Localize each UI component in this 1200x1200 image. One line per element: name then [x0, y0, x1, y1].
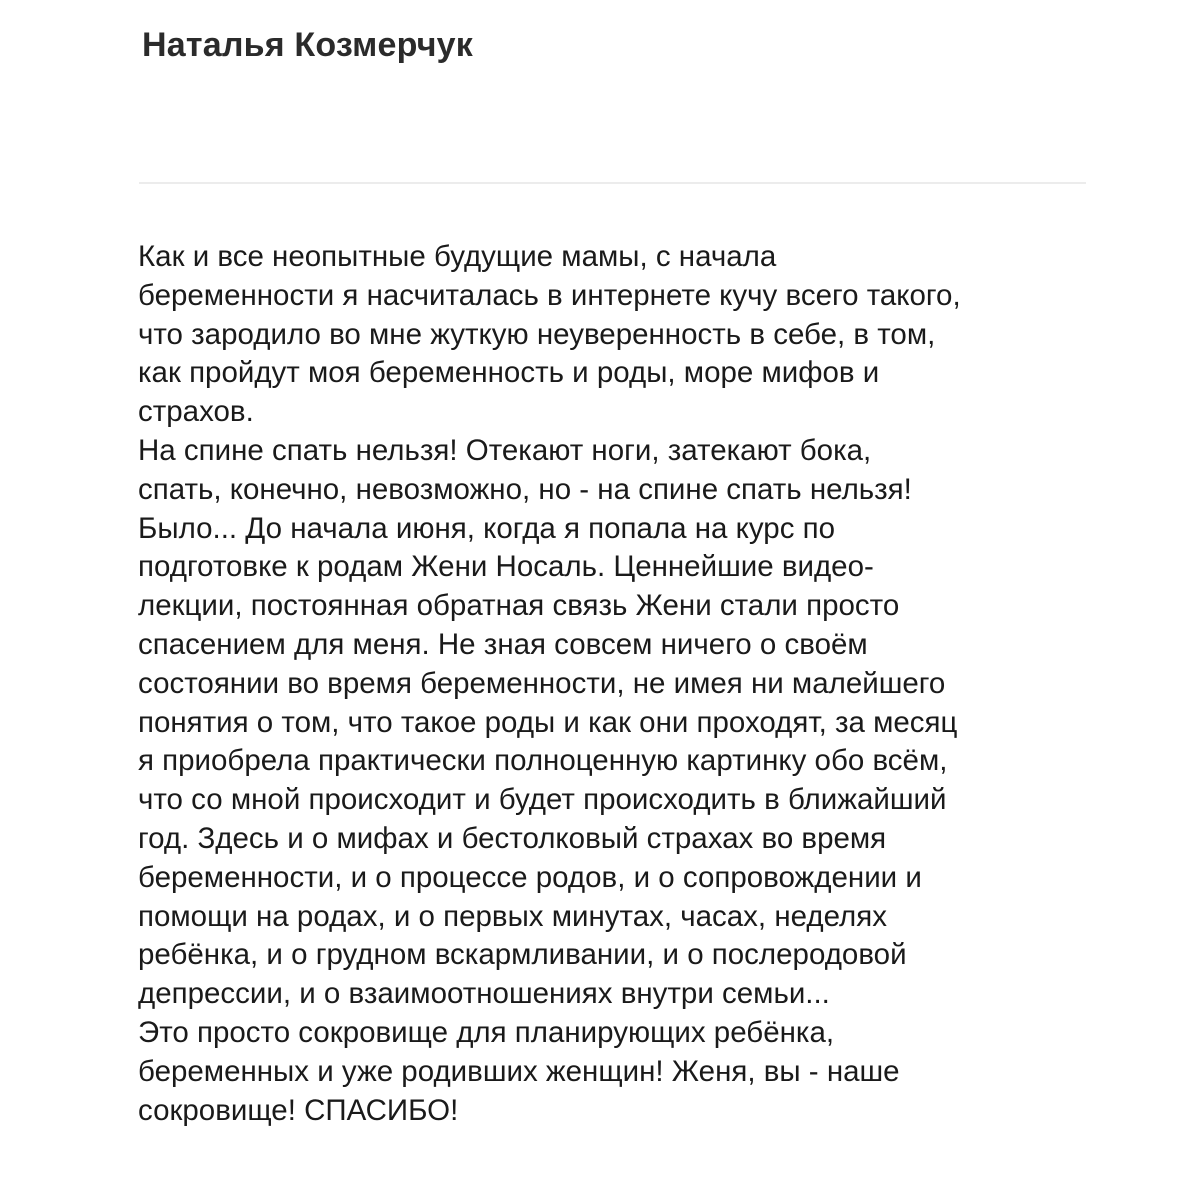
- review-line: помощи на родах, и о первых минутах, часах, неделях: [138, 899, 887, 933]
- review-line: я приобрела практически полноценную картинку обо всём,: [138, 744, 948, 778]
- review-line: лекции, постоянная обратная связь Жени стали просто: [138, 589, 900, 623]
- review-line: год. Здесь и о мифах и бестолковый страхах во время: [138, 821, 887, 855]
- review-line: подготовке к родам Жени Носаль. Ценнейшие видео-: [138, 550, 874, 584]
- review-line: состоянии во время беременности, не имея ни малейшего: [138, 666, 946, 700]
- review-line: На спине спать нельзя! Отекают ноги, затекают бока,: [138, 433, 872, 467]
- divider: [139, 182, 1086, 184]
- review-line: беременности я насчиталась в интернете кучу всего такого,: [138, 278, 961, 312]
- review-line: беременности, и о процессе родов, и о сопровождении и: [138, 860, 922, 894]
- author-name: Наталья Козмерчук: [142, 26, 473, 64]
- review-line: ребёнка, и о грудном вскармливании, и о послеродовой: [138, 938, 907, 972]
- review-line: спасением для меня. Не зная совсем ничего о своём: [138, 627, 868, 661]
- review-line: Как и все неопытные будущие мамы, с начала: [138, 240, 777, 273]
- review-line: как пройдут моя беременность и роды, море мифов и: [138, 356, 880, 390]
- review-text: [138, 238, 1138, 1130]
- review-line: страхов.: [138, 395, 254, 429]
- review-line: Было... До начала июня, когда я попала на курс по: [138, 511, 836, 545]
- review-line: спать, конечно, невозможно, но - на спине спать нельзя!: [138, 472, 912, 506]
- review-line: беременных и уже родивших женщин! Женя, вы - наше: [138, 1054, 900, 1088]
- review-line: Это просто сокровище для планирующих ребёнка,: [138, 1015, 835, 1049]
- review-line: понятия о том, что такое роды и как они проходят, за месяц: [138, 705, 958, 739]
- review-line: что зародило во мне жуткую неуверенность в себе, в том,: [138, 317, 936, 351]
- review-line: сокровище! СПАСИБО!: [138, 1093, 459, 1127]
- review-line: депрессии, и о взаимоотношениях внутри семьи...: [138, 977, 830, 1011]
- review-line: что со мной происходит и будет происходить в ближайший: [138, 783, 947, 817]
